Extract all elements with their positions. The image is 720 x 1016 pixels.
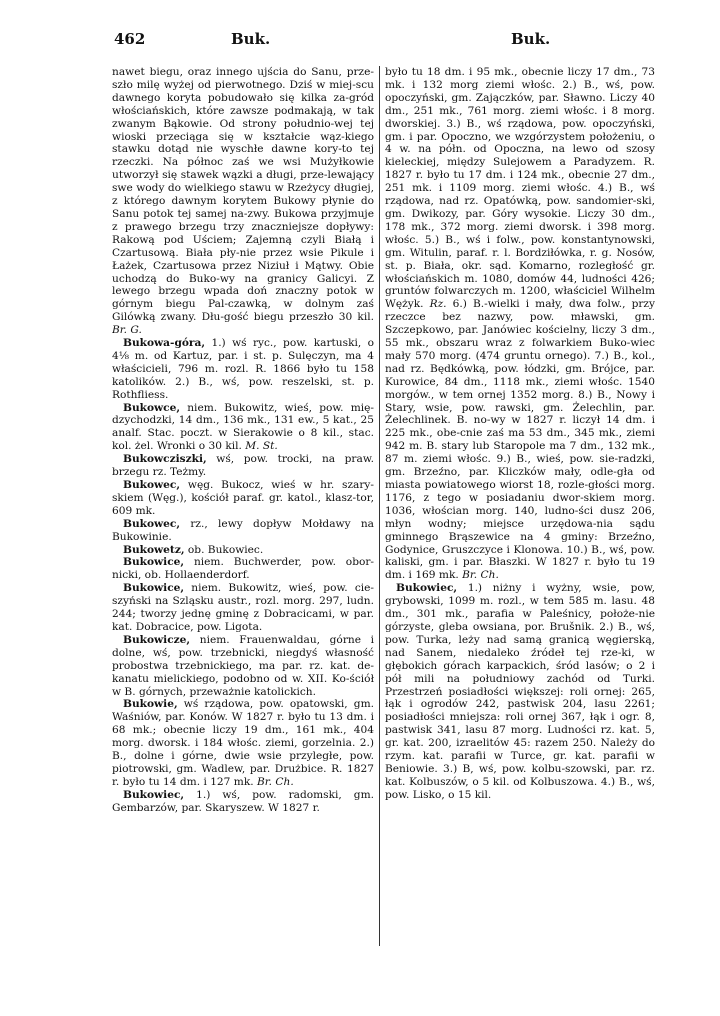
running-header	[114, 30, 674, 56]
entry	[112, 518, 374, 544]
entry-text: 1.) wś, pow. radomski, gm. Gembarzów, par. Skaryszew. W 1827 r.	[112, 788, 374, 814]
entry	[385, 582, 655, 801]
entry-headword: Bukowa-góra,	[123, 337, 206, 350]
entry-text: niem. Buchwerder, pow. obor-nicki, ob. Hollaenderdorf.	[112, 556, 374, 582]
entry-signature: Rz.	[429, 298, 447, 311]
entry	[112, 556, 374, 582]
entry-headword: Bukowiec,	[396, 582, 458, 595]
entry	[385, 66, 655, 582]
entry-text: niem. Bukowitz, wieś, pow. mię-dzychodzki, 14 dm., 136 mk., 131 ew., 5 kat., 25 analf. Stac. poczt. w Sierakowie o 8 kil., stac. kol. żel. Wronki o 30 kil.	[112, 401, 374, 453]
entry	[112, 789, 374, 815]
entry	[112, 634, 374, 699]
entry-text: wś, pow. trocki, na praw. brzegu rz. Teżmy.	[112, 453, 374, 479]
entry-signature: Br. G.	[112, 324, 142, 337]
entry-text: było tu 18 dm. i 95 mk., obecnie liczy 17 dm., 73 mk. i 132 morg ziemi włośc. 2.) B., wś, pow. opoczyński, gm. Zajączków, par. Sławno. Liczy 40 dm., 251 mk., 761 morg. ziemi włośc. i 8 morg. dworskiej. 3.) B., wś rządowa, pow. opoczyński, gm. i par. Opoczno, we wzgórzystem położeniu, o 4 w. na półn. od Opoczna, na lewo od szosy kieleckiej, między Sulejowem a Paradyzem. R. 1827 r. było tu 17 dm. i 124 mk., obecnie 27 dm., 251 mk. i 1109 morg. ziemi włośc. 4.) B., wś rządowa, nad rz. Opatówką, pow. sandomier-ski, gm. Dwikozy, par. Góry wysokie. Liczy 30 dm., 178 mk., 372 morg. ziemi dworsk. i 398 morg. włośc. 5.) B., wś i folw., pow. konstantynowski, gm. Witulin, paraf. r. l. Bordziłówka, r. g. Nosów, st. p. Biała, okr. sąd. Komarno, rozległość gr. włościańskich m. 1080, domów 44, ludności 426; gruntów folwarczych m. 1200, właściciel Wilhelm Wężyk.	[385, 66, 655, 311]
page-number: 462	[114, 30, 146, 48]
entry-signature: M. St.	[245, 440, 278, 453]
left-column	[112, 66, 374, 956]
entry-text: 1.) wś ryc., pow. kartuski, o 4⅛ m. od Kartuz, par. i st. p. Sulęczyn, ma 4 właścicieli, 796 m. rozl. R. 1866 było tu 158 katolików. 2.) B., wś, pow. reszelski, st. p. Rothfliess.	[112, 337, 374, 401]
entry	[112, 544, 374, 557]
entry-headword: Bukowetz,	[123, 543, 185, 556]
entry-headword: Bukowcziszki,	[123, 453, 207, 466]
entry-headword: Bukowec,	[123, 517, 181, 530]
entry-text: węg. Bukocz, wieś w hr. szary-skiem (Węg.), kościół paraf. gr. katol., klasz-tor, 609 mk.	[112, 479, 374, 517]
entry-headword: Bukowce,	[123, 401, 181, 414]
entry-headword: Bukowice,	[123, 556, 185, 569]
entry-text: 1.) niżny i wyżny, wsie, pow, grybowski, 1099 m. rozl., w tem 585 m. lasu. 48 dm., 301 mk., parafia w Paleśnicy, położe-nie górzyste, gleba owsiana, por. Brušnik. 2.) B., wś, pow. Turka, leży nad samą granicą węgierską, nad Sanem, niedaleko źródeł tej rze-ki, w głębokich górach karpackich, śród lasów; o 2 i pół mili na południowy zachód od Turki. Przestrzeń posiadłości większej: roli ornej: 265, łąk i ogrodów 242, pastwisk 204, lasu 2261; posiadłości mniejsza: roli ornej 367, łąk i ogr. 8, pastwisk 341, lasu 87 morg. Ludności rz. kat. 5, gr. kat. 200, izraelitów 45: razem 250. Należy do rzym. kat. parafii w Turce, gr. kat. parafii w Beniowie. 3.) B, wś, pow. kolbu-szowski, par. rz. kat. Kolbuszów, o 5 kil. od Kolbuszowa. 4.) B., wś, pow. Lisko, o 15 kil.	[385, 582, 655, 801]
entry-headword: Bukowice,	[123, 582, 185, 595]
entry-headword: Bukowec,	[123, 479, 181, 491]
entry	[112, 337, 374, 402]
entry	[112, 698, 374, 788]
entry	[112, 479, 374, 518]
entry	[112, 453, 374, 479]
entry-text: niem. Bukowitz, wieś, pow. cie-szyński na Szląsku austr., rozl. morg. 297, ludn. 244; tworzy jednę gminę z Dobracicami, w par. kat. Dobracice, pow. Ligota.	[112, 582, 374, 633]
entry	[112, 582, 374, 634]
entry-text-tail: 6.) B.-wielki i mały, dwa folw., przy rzeczce bez nazwy, pow. mławski, gm. Szczepkowo, par. Janówiec kościelny, liczy 3 dm., 55 mk., obszaru wraz z folwarkiem Buko-wiec mały 570 morg. (474 gruntu ornego). 7.) B., kol., nad rz. Będkówką, pow. łódzki, gm. Brójce, par. Kurowice, 84 dm., 1118 mk., ziemi włośc. 1540 morgów., w tem ornej 1352 morg. 8.) B., Nowy i Stary, wsie, pow. rawski, gm. Żelechlin, par. Żelechlinek. B. no-wy w 1827 r. liczył 14 dm. i 225 mk., obe-cnie zaś ma 53 dm., 345 mk., ziemi 942 m. B. stary lub Staropole ma 7 dm., 132 mk., 87 m. ziemi włośc. 9.) B., wieś, pow. sie-radzki, gm. Brzeźno, par. Kliczków mały, odle-gła od miasta powiatowego wiorst 18, rozle-głości morg. 1176, z tego w posiadaniu dwor-skiem morg. 1036, włościan morg. 140, ludno-ści dusz 206, młyn wodny; miejsce urzędowa-nia sądu gminnego Brąszewice na 4 gminy: Brzeźno, Godynice, Gruszczyce i Klonowa. 10.) B., wś, pow. kaliski, gm. i par. Błaszki. W 1827 r. było tu 19 dm. i 169 mk.	[385, 298, 655, 582]
entry	[112, 66, 374, 337]
entry-headword: Bukowicze,	[123, 633, 191, 646]
entry-headword: Bukowie,	[123, 698, 178, 711]
entry-text: niem. Frauenwaldau, górne i dolne, wś, pow. trzebnicki, niegdyś własność probostwa trzebnickiego, ma par. rz. kat. de-kanatu mielickiego, podobno od w. XII. Ko-ściół w B. górnych, przeważnie katolickich.	[112, 633, 374, 698]
entry-headword: Bukowiec,	[123, 788, 185, 801]
entry-text: rz., lewy dopływ Mołdawy na Bukowinie.	[112, 517, 374, 543]
running-headword-left: Buk.	[231, 30, 271, 48]
entry-signature: Br. Ch.	[462, 569, 499, 582]
column-divider	[379, 66, 380, 946]
entry	[112, 402, 374, 454]
entry-signature: Br. Ch.	[257, 775, 294, 788]
right-column	[385, 66, 655, 956]
running-headword-right: Buk.	[511, 30, 551, 48]
entry-text: nawet biegu, oraz innego ujścia do Sanu, prze-szło milę wyżej od pierwotnego. Dziś w miej-scu dawnego koryta pobudowało się kilka za-gród włościańskich, które zawsze podmakają, w tak zwanym Bąkowie. Od strony południo-wej tej wioski przeciąga się w kształcie wąz-kiego stawku dotąd nie wyschłe dawne kory-to tej rzeczki. Na północ zaś we wsi Mużyłkowie utworzył się stawek wązki a długi, prze-lewający swe wody do wielkiego stawu w Rzeżycy długiej, z którego dawnym korytem Bukowy płynie do Sanu potok tej samej na-zwy. Bukowa przyjmuje z prawego brzegu trzy znaczniejsze dopływy: Rakową pod Uściem; Zajemną czyli Białą i Czartusową. Biała pły-nie przez wsie Pikule i Łażek, Czartusowa przez Niziuł i Mątwy. Obie uchodzą do Buko-wy na granicy Galicyi. Z lewego brzegu wpada doń znaczny potok w górnym biegu Pal-czawką, w dolnym zaś Gilówką zwany. Dłu-gość biegu przeszło 30 kil.	[112, 66, 374, 324]
entry-text: ob. Bukowiec.	[187, 543, 264, 556]
entry-text: wś rządowa, pow. opatowski, gm. Waśniów, par. Konów. W 1827 r. było tu 13 dm. i 68 mk.; obecnie liczy 19 dm., 161 mk., 404 morg. dworsk. i 184 włośc. ziemi, gorzelnia. 2.) B., dolne i górne, dwie wsie przyległe, pow. piotrowski, gm. Wadlew, par. Drużbice. R. 1827 r. było tu 14 dm. i 127 mk.	[112, 698, 374, 788]
